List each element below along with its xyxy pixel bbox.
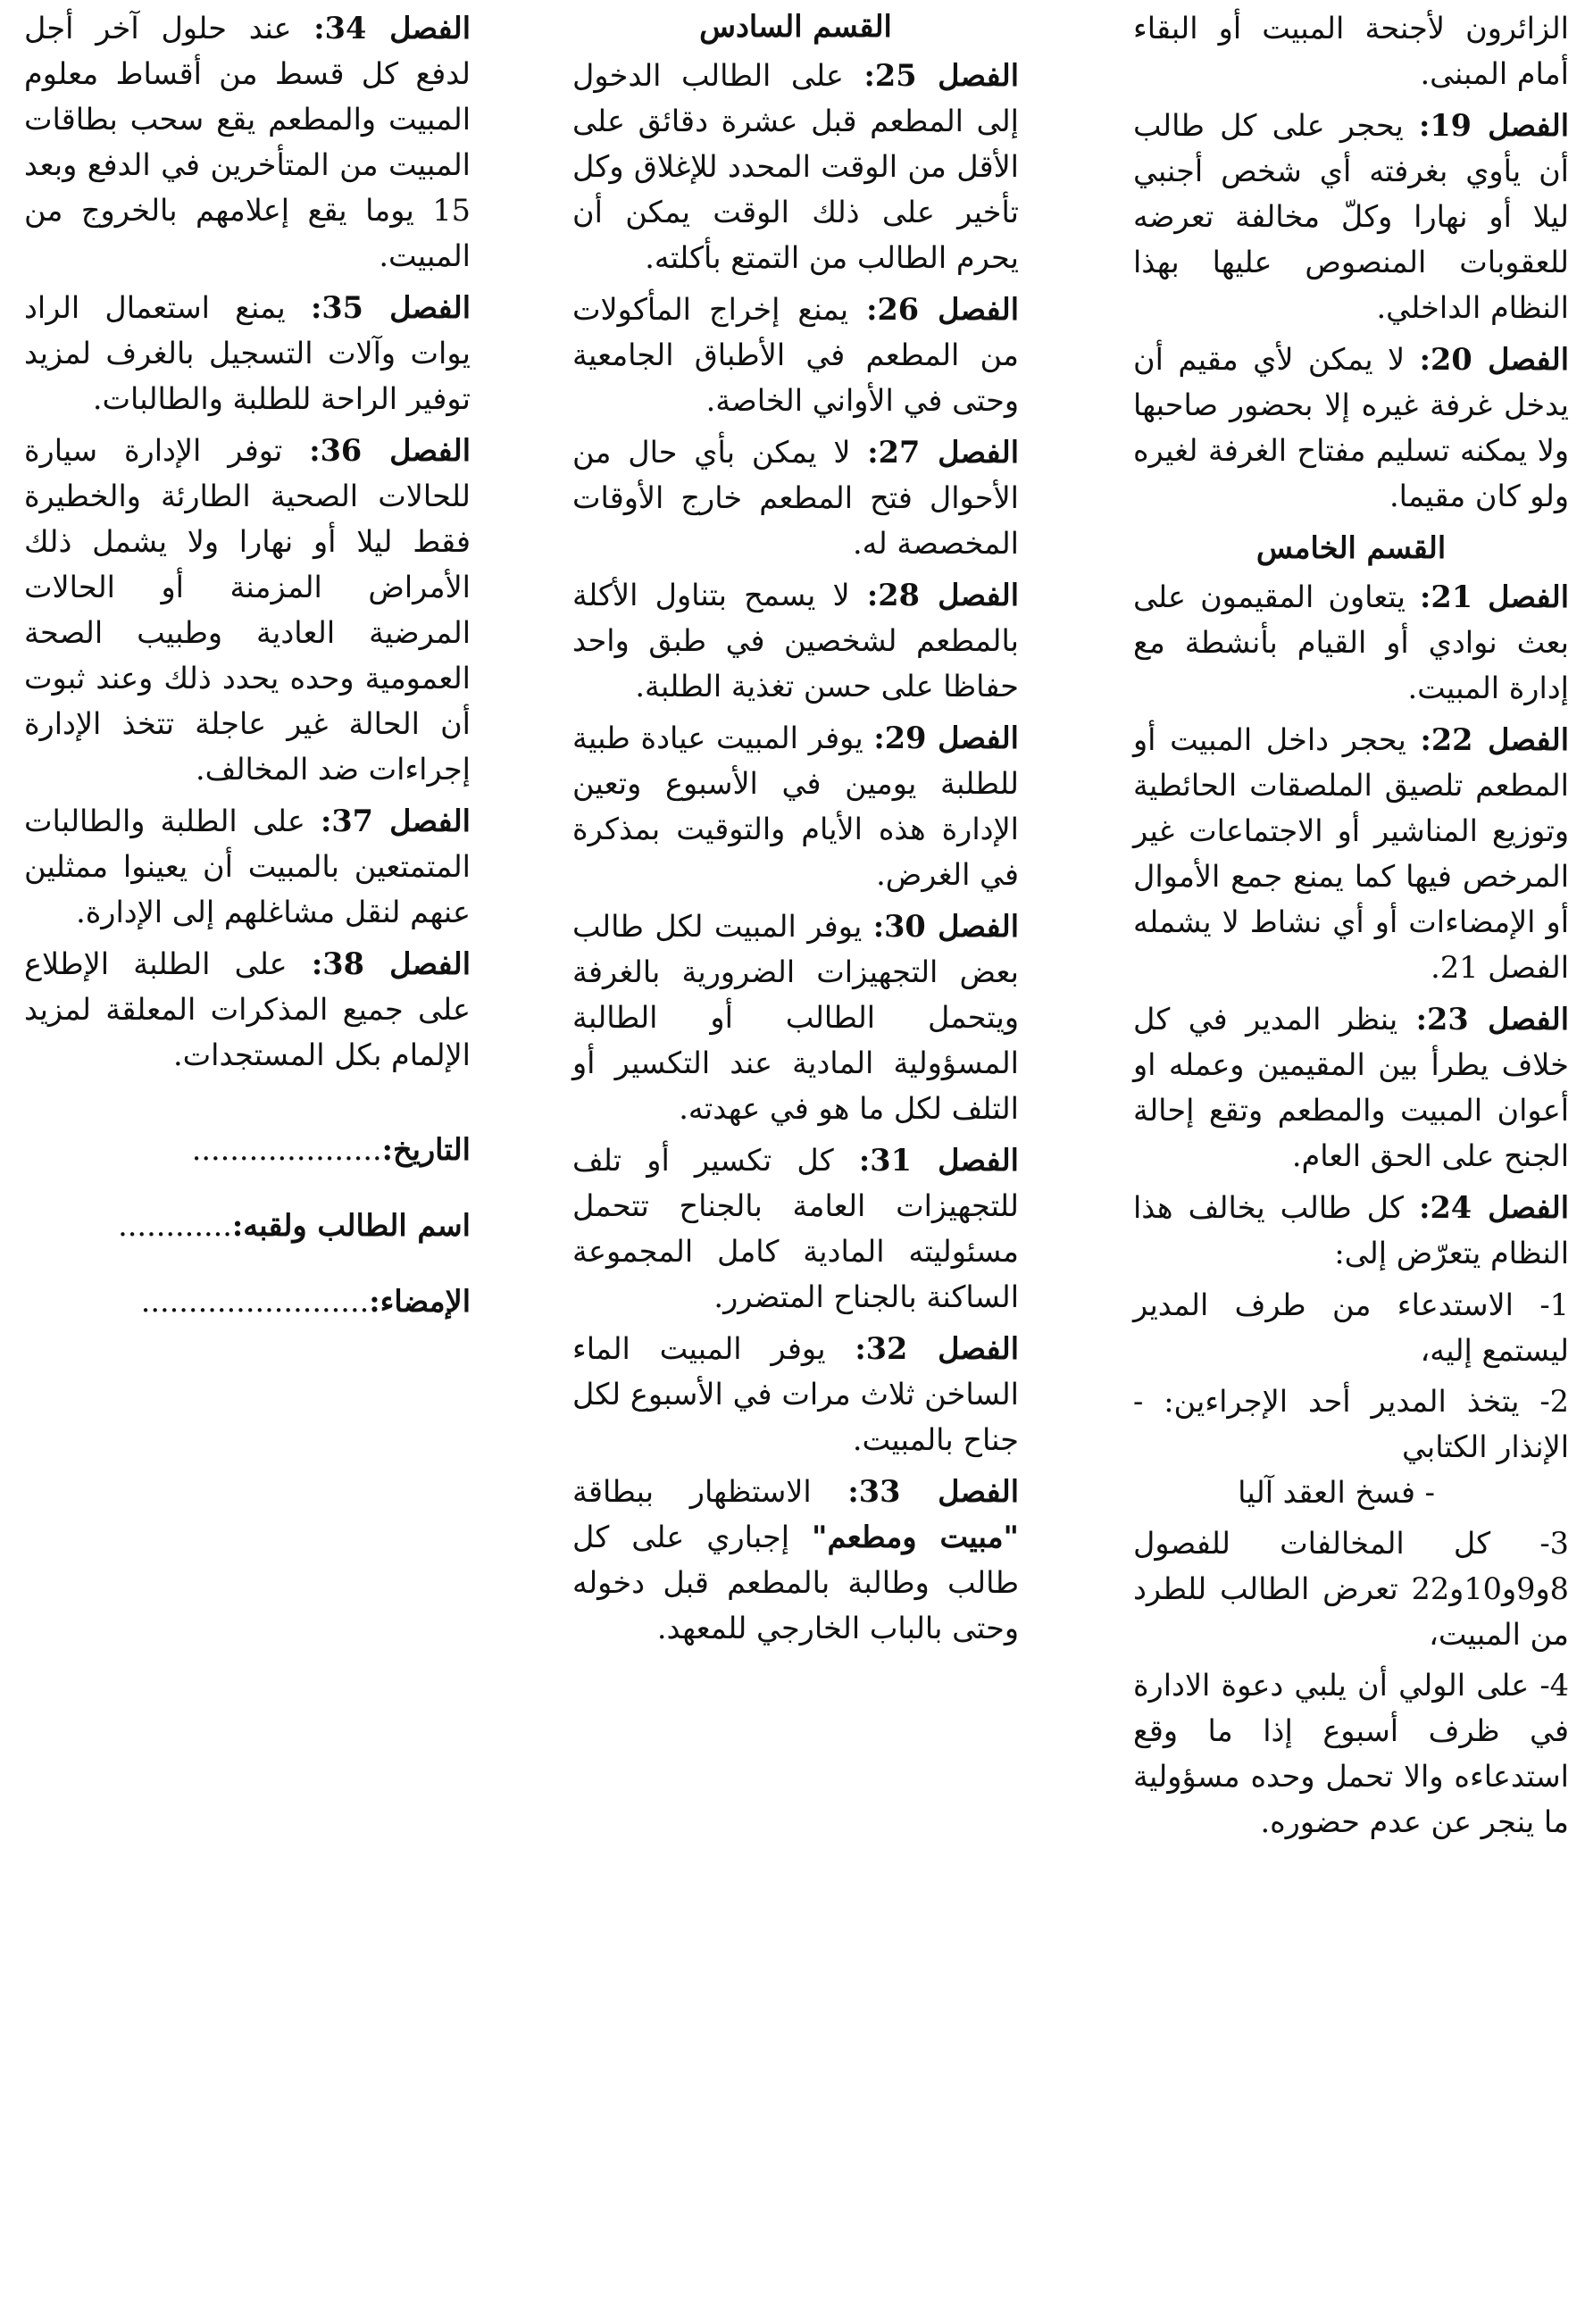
article-30 xyxy=(572,904,1019,1131)
article-26 xyxy=(572,287,1019,423)
article-label: الفصل 30: xyxy=(872,909,1019,944)
student-name-label: اسم الطالب ولقبه: xyxy=(231,1208,471,1243)
article-text: يوفر المبيت الماء الساخن ثلاث مرات في الأسبوع لكل جناح بالمبيت. xyxy=(572,1331,1019,1457)
penalty-item-1: 1- الاستدعاء من طرف المدير ليستمع إليه، xyxy=(1133,1287,1569,1368)
article-label: الفصل 31: xyxy=(858,1143,1019,1178)
signature-field[interactable] xyxy=(24,1279,471,1324)
article-text: يوفر المبيت عيادة طبية للطلبة يومين في الأسبوع وتعين الإدارة هذه الأيام والتوقيت بمذكرة في الغرض. xyxy=(572,721,1019,892)
student-name-dots[interactable]: ............ xyxy=(118,1208,232,1243)
article-text: كل تكسير أو تلف للتجهيزات العامة بالجناح تتحمل مسئوليته المادية كامل المجموعة الساكنة بالجناح المتضرر. xyxy=(572,1143,1019,1314)
article-20 xyxy=(1133,337,1569,519)
article-label: الفصل 28: xyxy=(866,578,1020,612)
date-field[interactable] xyxy=(24,1127,471,1172)
article-label: الفصل 29: xyxy=(873,721,1019,755)
article-33 xyxy=(572,1469,1019,1651)
signature-label: الإمضاء: xyxy=(369,1284,471,1319)
article-label: الفصل 38: xyxy=(311,946,471,981)
article-text: كل طالب يخالف هذا النظام يتعرّض إلى: xyxy=(1133,1190,1569,1270)
section-title: القسم السادس xyxy=(699,9,892,44)
article-37 xyxy=(24,798,471,935)
column-right xyxy=(1133,5,1569,1850)
article-label: الفصل 25: xyxy=(863,58,1020,93)
article-19 xyxy=(1133,103,1569,330)
article-28 xyxy=(572,572,1019,709)
article-label: الفصل 23: xyxy=(1415,1002,1570,1037)
article-label: الفصل 24: xyxy=(1419,1190,1569,1225)
article-text: عند حلول آخر أجل لدفع كل قسط من أقساط معلوم المبيت والمطعم يقع سحب بطاقات المبيت من المتأخرين في الدفع وبعد 15 يوما يقع إعلامهم بالخروج من المبيت. xyxy=(24,11,471,273)
article-text: يتعاون المقيمون على بعث نوادي أو القيام بأنشطة مع إدارة المبيت. xyxy=(1133,579,1569,705)
article-text: ينظر المدير في كل خلاف يطرأ بين المقيمين وعمله او أعوان المبيت والمطعم وتقع إحالة الجنح على الحق العام. xyxy=(1133,1002,1569,1173)
article-25 xyxy=(572,53,1019,280)
article-label: الفصل 32: xyxy=(855,1331,1020,1366)
article-text: يحجر داخل المبيت أو المطعم تلصيق الملصقات الحائطية وتوزيع المناشير أو الاجتماعات غير المرخص فيها كما يمنع جمع الأموال أو الإمضاءات أو أي نشاط لا يشمله الفصل 21. xyxy=(1133,722,1569,985)
article-text: الاستظهار ببطاقة xyxy=(572,1474,812,1509)
article-text: لا يسمح بتناول الأكلة بالمطعم لشخصين في طبق واحد حفاظا على حسن تغذية الطلبة. xyxy=(572,578,1019,704)
card-name: "مبيت ومطعم" xyxy=(811,1520,1019,1554)
article-31 xyxy=(572,1137,1019,1320)
penalty-item-3: 3- كل المخالفات للفصول 8و9و10و22 تعرض الطالب للطرد من المبيت، xyxy=(1133,1526,1569,1652)
article-label: الفصل 19: xyxy=(1418,108,1569,143)
article-label: الفصل 22: xyxy=(1420,722,1569,757)
article-22 xyxy=(1133,717,1569,990)
article-label: الفصل 35: xyxy=(310,290,471,325)
article-text: يوفر المبيت لكل طالب بعض التجهيزات الضرورية بالغرفة ويتحمل الطالب أو الطالبة المسؤولية المادية عند التكسير أو التلف لكل ما هو في عهدته. xyxy=(572,909,1019,1126)
article-label: الفصل 20: xyxy=(1419,342,1569,377)
article-text: لا يمكن بأي حال من الأحوال فتح المطعم خارج الأوقات المخصصة له. xyxy=(572,435,1019,561)
column-middle xyxy=(572,5,1019,1657)
article-21 xyxy=(1133,574,1569,711)
article-label: الفصل 36: xyxy=(309,433,471,468)
article-34 xyxy=(24,5,471,279)
article-27 xyxy=(572,429,1019,566)
article-label: الفصل 33: xyxy=(847,1474,1020,1509)
article-label: الفصل 27: xyxy=(867,435,1019,470)
column-left xyxy=(24,5,471,1354)
article-text: يمنع استعمال الراد يوات وآلات التسجيل بالغرف لمزيد توفير الراحة للطلبة والطالبات. xyxy=(24,290,471,416)
penalty-item-2b: - فسخ العقد آليا xyxy=(1238,1475,1435,1510)
article-35 xyxy=(24,285,471,421)
penalty-item-4: 4- على الولي أن يلبي دعوة الادارة في ظرف أسبوع إذا ما وقع استدعاءه والا تحمل وحده مسؤولية ما ينجر عن عدم حضوره. xyxy=(1133,1668,1569,1839)
article-label: الفصل 34: xyxy=(313,11,471,46)
article-label: الفصل 21: xyxy=(1420,579,1570,614)
article-text: يحجر على كل طالب أن يأوي بغرفته أي شخص أجنبي ليلا أو نهارا وكلّ مخالفة تعرضه للعقوبات المنصوص عليها بهذا النظام الداخلي. xyxy=(1133,108,1569,325)
article-text: على الطلبة والطالبات المتمتعين بالمبيت أن يعينوا ممثلين عنهم لنقل مشاغلهم إلى الإدارة. xyxy=(24,804,471,929)
penalty-item-2: 2- يتخذ المدير أحد الإجراءين: - الإنذار الكتابي xyxy=(1133,1384,1569,1464)
section-title: القسم الخامس xyxy=(1255,530,1447,565)
spacer xyxy=(24,1084,471,1127)
signature-dots[interactable]: ........................ xyxy=(140,1284,370,1319)
student-name-field[interactable] xyxy=(24,1203,471,1248)
continued-text: الزائرون لأجنحة المبيت أو البقاء أمام المبنى. xyxy=(1133,11,1569,91)
article-label: الفصل 26: xyxy=(866,292,1019,327)
article-24 xyxy=(1133,1185,1569,1276)
article-text: إجباري على كل طالب وطالبة بالمطعم قبل دخوله وحتى بالباب الخارجي للمعهد. xyxy=(572,1520,1019,1645)
article-36 xyxy=(24,428,471,792)
article-label: الفصل 37: xyxy=(320,804,471,838)
article-text: على الطلبة الإطلاع على جميع المذكرات المعلقة لمزيد الإلمام بكل المستجدات. xyxy=(24,946,471,1072)
article-text: يمنع إخراج المأكولات من المطعم في الأطباق الجامعية وحتى في الأواني الخاصة. xyxy=(572,292,1019,418)
article-text: على الطالب الدخول إلى المطعم قبل عشرة دقائق على الأقل من الوقت المحدد للإغلاق وكل تأخير على ذلك الوقت يمكن أن يحرم الطالب من التمتع بأكلته. xyxy=(572,58,1019,275)
date-dots[interactable]: .................... xyxy=(191,1132,382,1167)
article-23 xyxy=(1133,996,1569,1179)
article-29 xyxy=(572,715,1019,897)
article-38 xyxy=(24,941,471,1078)
date-label: التاريخ: xyxy=(381,1132,471,1167)
article-text: لا يمكن لأي مقيم أن يدخل غرفة غيره إلا بحضور صاحبها ولا يمكنه تسليم مفتاح الغرفة لغيره ولو كان مقيما. xyxy=(1133,342,1569,513)
article-32 xyxy=(572,1326,1019,1462)
article-text: توفر الإدارة سيارة للحالات الصحية الطارئة والخطيرة فقط ليلا أو نهارا ولا يشمل ذلك الأمراض المزمنة أو الحالات المرضية العادية وطبيب الصحة العمومية وحده يحدد ذلك وعند ثبوت أن الحالة غير عاجلة تتخذ الإدارة إجراءات ضد المخالف. xyxy=(24,433,471,787)
